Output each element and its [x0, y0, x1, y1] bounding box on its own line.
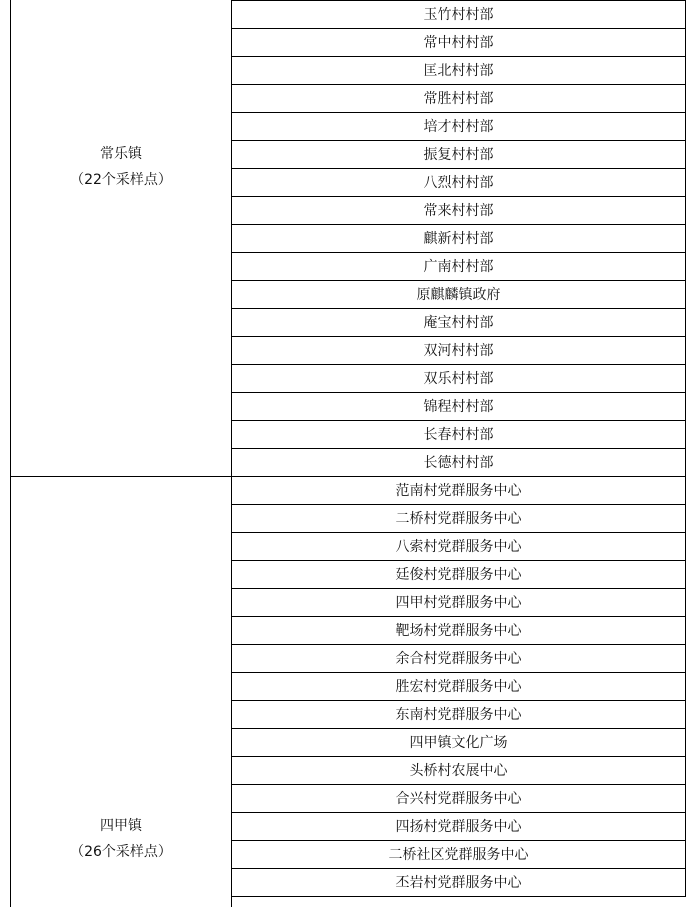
table-row: 四扬村党群服务中心 [232, 813, 685, 841]
town-sample-count: （26个采样点） [70, 844, 172, 860]
town-sample-count: （22个采样点） [70, 172, 172, 188]
table-row: 长德村村部 [232, 449, 685, 477]
table-row: 常来村村部 [232, 197, 685, 225]
site-list-sijia [232, 477, 686, 897]
table-row: 庵宝村村部 [232, 309, 685, 337]
table-row: 八烈村村部 [232, 169, 685, 197]
table-row: 丕岩村党群服务中心 [232, 869, 685, 897]
table-row: 常中村村部 [232, 29, 685, 57]
town-name: 四甲镇 [100, 818, 142, 834]
town-label [11, 813, 231, 865]
site-list-changle [232, 0, 686, 477]
table-row: 锦程村村部 [232, 393, 685, 421]
table-row: 振复村村部 [232, 141, 685, 169]
table-row: 范南村党群服务中心 [232, 477, 685, 505]
table-row: 东南村党群服务中心 [232, 701, 685, 729]
table-row: 长春村村部 [232, 421, 685, 449]
table-row: 玉竹村村部 [232, 0, 685, 29]
table-row: 头桥村农展中心 [232, 757, 685, 785]
table-row: 四甲村党群服务中心 [232, 589, 685, 617]
table-row: 常胜村村部 [232, 85, 685, 113]
table-row: 靶场村党群服务中心 [232, 617, 685, 645]
table-row: 双乐村村部 [232, 365, 685, 393]
table-row: 匡北村村部 [232, 57, 685, 85]
table-row: 二桥社区党群服务中心 [232, 841, 685, 869]
table-row: 原麒麟镇政府 [232, 281, 685, 309]
town-cell-changle [10, 0, 232, 477]
table-row: 四甲镇文化广场 [232, 729, 685, 757]
town-cell-sijia [10, 477, 232, 907]
table-row: 广南村村部 [232, 253, 685, 281]
table-row: 二桥村党群服务中心 [232, 505, 685, 533]
table-row: 余合村党群服务中心 [232, 645, 685, 673]
table-row: 双河村村部 [232, 337, 685, 365]
table-row: 胜宏村党群服务中心 [232, 673, 685, 701]
table-row: 培才村村部 [232, 113, 685, 141]
town-label [11, 141, 231, 193]
table-row: 八索村党群服务中心 [232, 533, 685, 561]
table-row: 麒新村村部 [232, 225, 685, 253]
table-row: 廷俊村党群服务中心 [232, 561, 685, 589]
table-row: 合兴村党群服务中心 [232, 785, 685, 813]
town-name: 常乐镇 [100, 146, 142, 162]
